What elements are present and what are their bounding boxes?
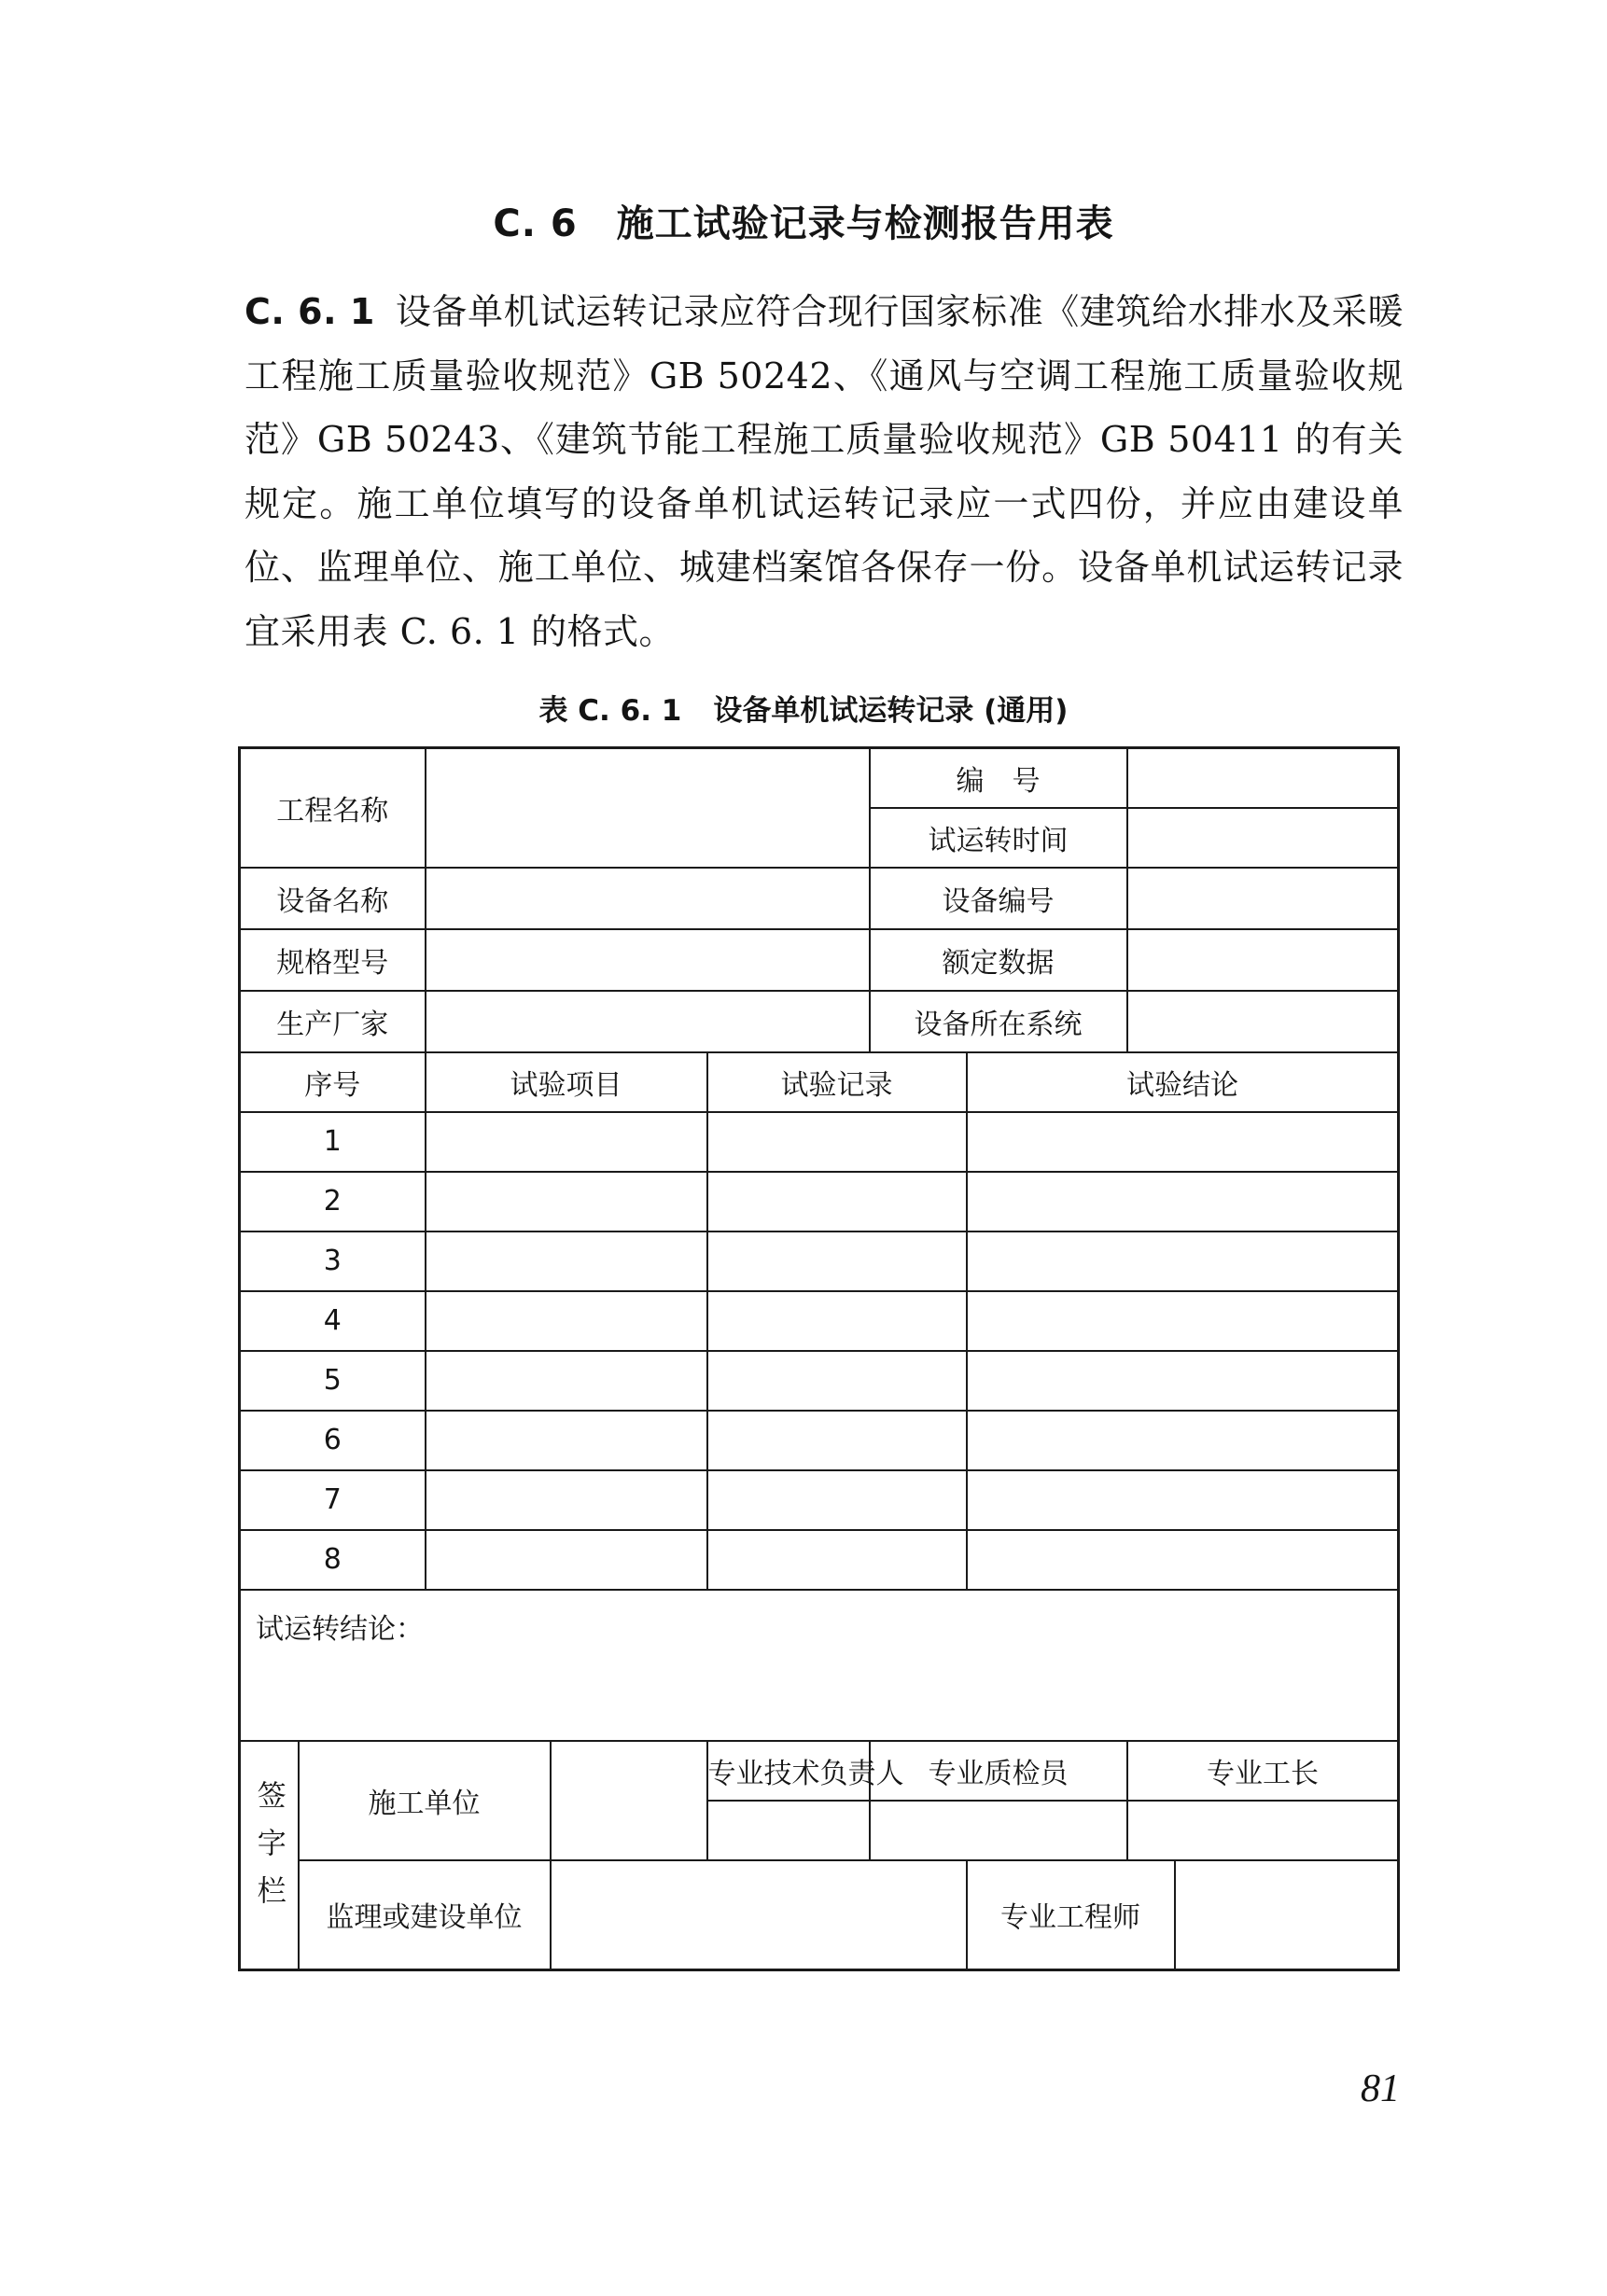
section-title [0,194,1607,247]
supervision-unit-label: 监理或建设单位 [299,1860,551,1970]
project-name-label: 工程名称 [240,748,426,868]
test-conclusion-cell[interactable] [967,1411,1399,1470]
project-name-field[interactable] [426,748,870,868]
supervision-unit-field[interactable] [551,1860,967,1970]
foreman-signature[interactable] [1127,1801,1399,1860]
row-number: 4 [240,1291,426,1351]
col-header-record: 试验记录 [707,1052,967,1112]
table-row [240,1530,1399,1590]
engineer-label: 专业工程师 [967,1860,1175,1970]
system-field[interactable] [1127,991,1399,1052]
test-conclusion-cell[interactable] [967,1351,1399,1411]
clause-text: 设备单机试运转记录应符合现行国家标准《建筑给水排水及采暖工程施工质量验收规范》GB 50242、《通风与空调工程施工质量验收规范》GB 50243、《建筑节能工程施工质量验收规范》GB 50411 的有关规定。施工单位填写的设备单机试运转记录应一式四份，并应由建设单位、监理单位、施工单位、城建档案馆各保存一份。设备单机试运转记录宜采用表 C. 6. 1 的格式。 [245,291,1404,652]
signature-header-text: 签字栏 [251,1779,286,1923]
row-number: 2 [240,1172,426,1231]
table-row [240,1411,1399,1470]
test-record-cell[interactable] [707,1470,967,1530]
test-item-cell[interactable] [426,1112,707,1172]
manufacturer-label: 生产厂家 [240,991,426,1052]
quality-inspector-label: 专业质检员 [870,1741,1127,1801]
foreman-label: 专业工长 [1127,1741,1399,1801]
section-heading: 施工试验记录与检测报告用表 [616,202,1114,245]
test-item-cell[interactable] [426,1530,707,1590]
table-row [240,1470,1399,1530]
test-conclusion-cell[interactable] [967,1112,1399,1172]
clause-number: C. 6. 1 [245,291,375,332]
row-number: 3 [240,1231,426,1291]
test-record-cell[interactable] [707,1411,967,1470]
rated-data-field[interactable] [1127,929,1399,991]
table-row [240,1231,1399,1291]
clause-paragraph [245,280,1404,663]
test-item-cell[interactable] [426,1231,707,1291]
serial-no-field[interactable] [1127,748,1399,808]
run-conclusion-label: 试运转结论： [256,1612,424,1646]
row-number: 7 [240,1470,426,1530]
quality-inspector-signature[interactable] [870,1801,1127,1860]
construction-unit-label: 施工单位 [299,1741,551,1860]
table-row [240,1172,1399,1231]
run-conclusion-field[interactable] [240,1590,1399,1741]
equipment-name-field[interactable] [426,868,870,929]
test-conclusion-cell[interactable] [967,1231,1399,1291]
signature-header [240,1741,299,1970]
test-conclusion-cell[interactable] [967,1530,1399,1590]
page-number: 81 [1361,2067,1400,2110]
table-caption [0,687,1607,729]
section-number: C. 6 [493,202,578,245]
table-row [240,1291,1399,1351]
conclusion-row [240,1590,1399,1741]
test-record-cell[interactable] [707,1530,967,1590]
test-item-cell[interactable] [426,1172,707,1231]
manufacturer-field[interactable] [426,991,870,1052]
col-header-conclusion: 试验结论 [967,1052,1399,1112]
test-record-cell[interactable] [707,1112,967,1172]
equipment-no-field[interactable] [1127,868,1399,929]
test-item-cell[interactable] [426,1351,707,1411]
row-number: 5 [240,1351,426,1411]
tech-leader-signature[interactable] [707,1801,870,1860]
test-item-cell[interactable] [426,1291,707,1351]
tech-leader-label: 专业技术负责人 [707,1741,870,1801]
spec-model-field[interactable] [426,929,870,991]
table-number: 表 C. 6. 1 [538,694,682,728]
test-item-cell[interactable] [426,1411,707,1470]
table-row [240,1112,1399,1172]
equipment-name-label: 设备名称 [240,868,426,929]
serial-no-label: 编 号 [870,748,1127,808]
rated-data-label: 额定数据 [870,929,1127,991]
record-form-table [238,746,1400,1971]
spec-model-label: 规格型号 [240,929,426,991]
test-conclusion-cell[interactable] [967,1470,1399,1530]
run-time-label: 试运转时间 [870,808,1127,868]
col-header-item: 试验项目 [426,1052,707,1112]
construction-unit-field[interactable] [551,1741,707,1860]
row-number: 1 [240,1112,426,1172]
system-label: 设备所在系统 [870,991,1127,1052]
test-record-cell[interactable] [707,1172,967,1231]
table-title: 设备单机试运转记录 (通用) [713,694,1069,728]
table-row [240,1351,1399,1411]
equipment-no-label: 设备编号 [870,868,1127,929]
test-record-cell[interactable] [707,1351,967,1411]
engineer-signature[interactable] [1175,1860,1399,1970]
col-header-seq: 序号 [240,1052,426,1112]
row-number: 8 [240,1530,426,1590]
test-conclusion-cell[interactable] [967,1291,1399,1351]
column-header-row [240,1052,1399,1112]
run-time-field[interactable] [1127,808,1399,868]
test-record-cell[interactable] [707,1291,967,1351]
row-number: 6 [240,1411,426,1470]
test-record-cell[interactable] [707,1231,967,1291]
test-item-cell[interactable] [426,1470,707,1530]
test-conclusion-cell[interactable] [967,1172,1399,1231]
